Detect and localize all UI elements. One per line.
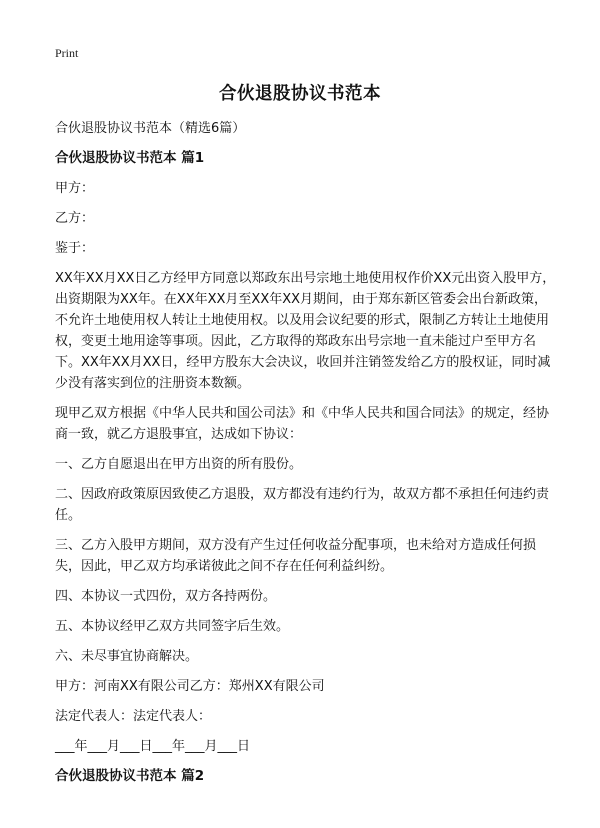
legal-representatives-line: 法定代表人：法定代表人： (55, 709, 212, 724)
clause-2: 二、因政府政策原因致使乙方退股，双方都没有违约行为，故双方都不承担任何违约责任。 (55, 487, 550, 523)
clause-6: 六、未尽事宜协商解决。 (55, 649, 199, 664)
signatories-line: 甲方：河南XX有限公司乙方：郑州XX有限公司 (55, 679, 325, 694)
document-subtitle: 合伙退股协议书范本（精选6篇） (55, 121, 246, 136)
party-b-label: 乙方： (55, 211, 95, 226)
party-a-label: 甲方： (55, 181, 95, 196)
clause-5: 五、本协议经甲乙双方共同签字后生效。 (55, 619, 290, 634)
clause-3: 三、乙方入股甲方期间，双方没有产生过任何收益分配事项，也未给对方造成任何损失，因此，甲乙双方均承诺彼此之间不存在任何利益纠纷。 (55, 538, 537, 574)
print-label: Print (55, 46, 79, 60)
clause-1: 一、乙方自愿退出在甲方出资的所有股份。 (55, 457, 303, 472)
whereas-label: 鉴于： (55, 241, 95, 256)
date-line: ___年___月___日___年___月___日 (55, 739, 251, 754)
section-heading-2: 合伙退股协议书范本 篇2 (55, 768, 205, 784)
clause-4: 四、本协议一式四份，双方各持两份。 (55, 589, 277, 604)
section-heading-1: 合伙退股协议书范本 篇1 (55, 150, 205, 166)
intro-paragraph: 现甲乙双方根据《中华人民共和国公司法》和《中华人民共和国合同法》的规定，经协商一致，就乙方退股事宜，达成如下协议： (55, 406, 550, 442)
document-content (55, 118, 556, 796)
background-paragraph: XX年XX月XX日乙方经甲方同意以郑政东出号宗地土地使用权作价XX元出资入股甲方，出资期限为XX年。在XX年XX月至XX年XX月期间，由于郑东新区管委会出台新政策，不允许土地使用权人转让土地使用权。以及用会议纪要的形式，限制乙方转让土地使用权，变更土地用途等事项。因此，乙方取得的郑政东出号宗地一直未能过户至甲方名下。XX年XX月XX日，经甲方股东大会决议，收回并注销签发给乙方的股权证，同时减少没有落实到位的注册资本数额。 (55, 271, 556, 391)
document-title: 合伙退股协议书范本 (219, 84, 381, 104)
